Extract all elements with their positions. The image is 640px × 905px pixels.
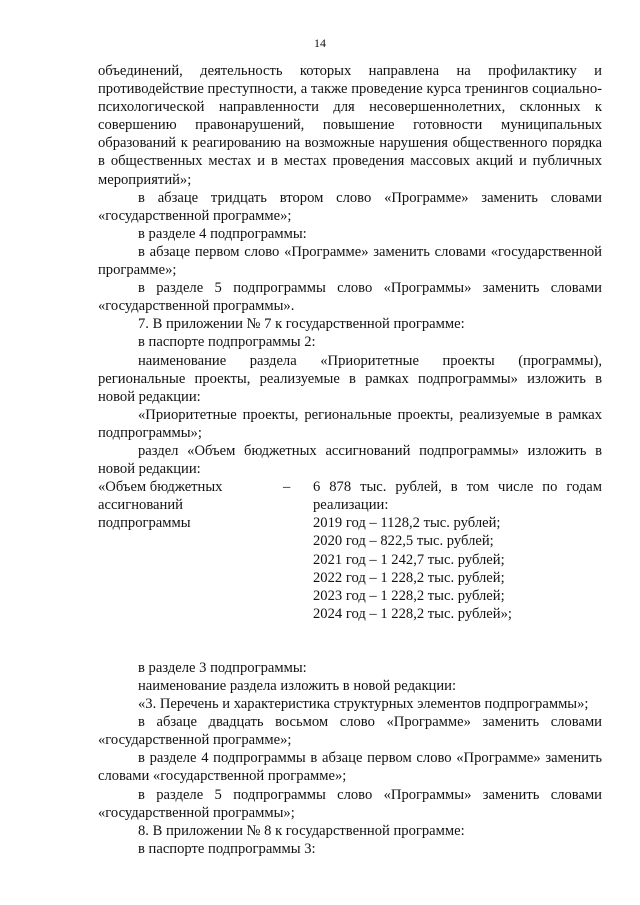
budget-year-row: 2020 год – 822,5 тыс. рублей; (313, 533, 494, 550)
paragraph: в паспорте подпрограммы 2: (138, 334, 316, 351)
paragraph: в разделе 5 подпрограммы слово «Программы» заменить словами «государственной программы». (98, 280, 602, 315)
budget-values (313, 478, 602, 623)
budget-dash: – (283, 479, 291, 496)
paragraph: в абзаце первом слово «Программе» заменить словами «государственной программе»; (98, 243, 602, 279)
page-number: 14 (314, 36, 326, 50)
paragraph: в разделе 4 подпрограммы: (138, 225, 307, 242)
paragraph: 8. В приложении № 8 к государственной программе: (138, 822, 465, 839)
budget-label-line: «Объем бюджетных (98, 479, 223, 496)
paragraph: в паспорте подпрограммы 3: (138, 840, 316, 857)
paragraph: в абзаце двадцать восьмом слово «Программе» заменить словами «государственной программе»; (98, 714, 602, 749)
paragraph: наименование раздела «Приоритетные проекты (программы), региональные проекты, реализуемые в рамках подпрограммы» изложить в новой редакции: (98, 352, 602, 405)
top-paragraphs (98, 62, 602, 478)
budget-label-line: подпрограммы (98, 515, 191, 532)
budget-total: 6 878 тыс. рублей, в том числе по годам реализации: (313, 479, 602, 514)
budget-table (98, 478, 602, 623)
budget-label-line: ассигнований (98, 497, 183, 514)
paragraph: раздел «Объем бюджетных ассигнований подпрограммы» изложить в новой редакции: (98, 442, 602, 478)
budget-label (98, 478, 283, 623)
paragraph: в разделе 3 подпрограммы: (138, 659, 307, 676)
bottom-paragraphs (98, 659, 602, 858)
document-body (98, 62, 602, 858)
paragraph: в разделе 5 подпрограммы слово «Программы» заменить словами «государственной программы»; (98, 786, 602, 821)
budget-year-row: 2024 год – 1 228,2 тыс. рублей»; (313, 605, 512, 622)
paragraph: «3. Перечень и характеристика структурных элементов подпрограммы»; (138, 696, 589, 713)
paragraph: в разделе 4 подпрограммы в абзаце первом слово «Программе» заменить словами «государственной программе»; (98, 750, 602, 785)
budget-year-row: 2021 год – 1 242,7 тыс. рублей; (313, 551, 505, 568)
paragraph: в абзаце тридцать втором слово «Программе» заменить словами «государственной программе»; (98, 189, 602, 224)
budget-year-row: 2022 год – 1 228,2 тыс. рублей; (313, 569, 505, 586)
paragraph: 7. В приложении № 7 к государственной программе: (138, 316, 465, 333)
paragraph: объединений, деятельность которых направлена на профилактику и противодействие преступности, а также проведение курса тренингов социально-психологической направленности для несовершеннолетних, склонных к совершению правонарушений, повышение готовности муниципальных образований к реагированию на возможные нарушения общественного порядка в общественных местах и в местах проведения массовых акций и публичных мероприятий»; (98, 63, 602, 188)
budget-year-row: 2019 год – 1128,2 тыс. рублей; (313, 515, 501, 532)
budget-year-row: 2023 год – 1 228,2 тыс. рублей; (313, 587, 505, 604)
spacer (98, 623, 602, 659)
paragraph: наименование раздела изложить в новой редакции: (138, 678, 457, 694)
paragraph: «Приоритетные проекты, региональные проекты, реализуемые в рамках подпрограммы»; (98, 406, 602, 441)
